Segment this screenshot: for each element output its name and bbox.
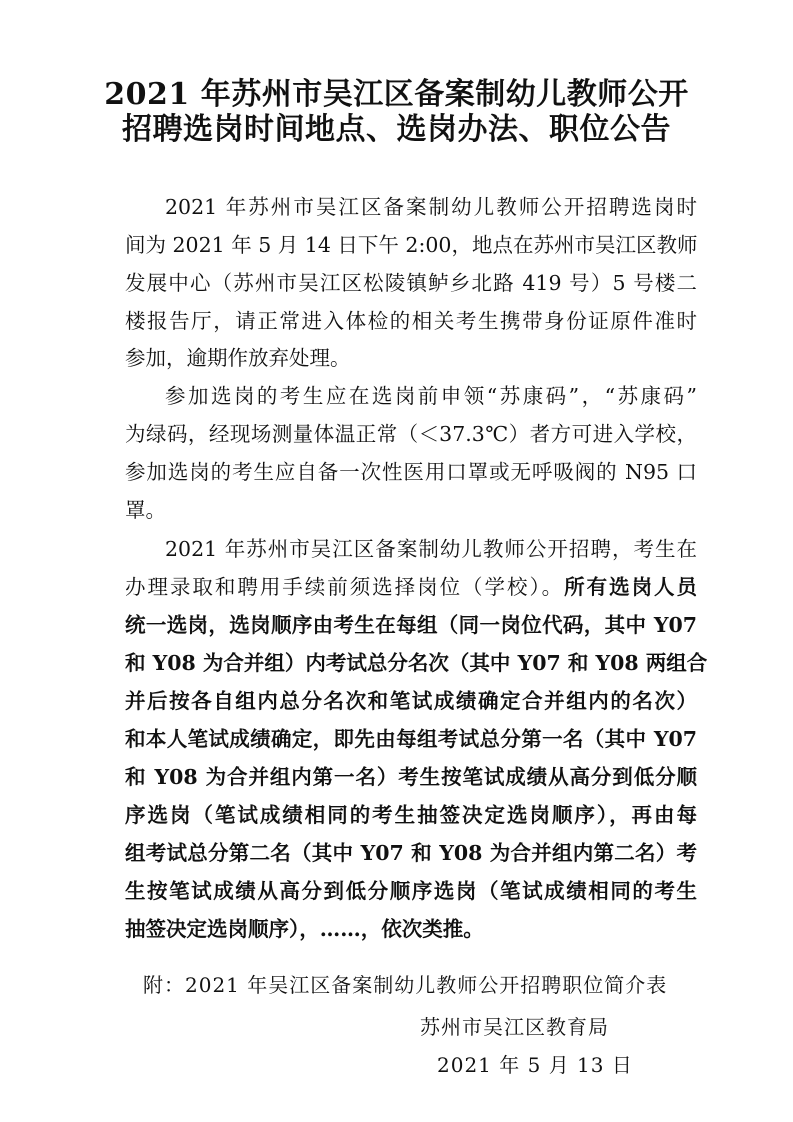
text-line: 楼报告厅，请正常进入体检的相关考生携带身份证原件准时 (125, 309, 697, 333)
title-line-1: 2021 年苏州市吴江区备案制幼儿教师公开 (104, 77, 689, 112)
text-line: 参加选岗的考生应在选岗前申领“苏康码”，“苏康码” (165, 384, 697, 408)
text-line-bold: 和 Y08 为合并组内第一名）考生按笔试成绩从高分到低分顺 (125, 765, 697, 789)
attachment-note: 附：2021 年吴江区备案制幼儿教师公开招聘职位简介表 (143, 973, 668, 997)
text-line: 罩。 (125, 498, 166, 522)
text-line-bold: 序选岗（笔试成绩相同的考生抽签决定选岗顺序），再由每 (125, 803, 697, 827)
text-normal: 办理录取和聘用手续前须选择岗位（学校）。 (125, 575, 565, 599)
text-line: 为绿码，经现场测量体温正常（＜37.3℃）者方可进入学校， (125, 422, 697, 446)
text-line-bold: 组考试总分第二名（其中 Y07 和 Y08 为合并组内第二名）考 (125, 841, 697, 865)
text-line-bold: 和 Y08 为合并组）内考试总分名次（其中 Y07 和 Y08 两组合 (125, 651, 708, 675)
text-line-bold: 统一选岗，选岗顺序由考生在每组（同一岗位代码，其中 Y07 (125, 613, 697, 637)
title-line-2: 招聘选岗时间地点、选岗办法、职位公告 (122, 112, 671, 147)
text-line: 2021 年苏州市吴江区备案制幼儿教师公开招聘选岗时 (165, 195, 697, 219)
text-bold: 所有选岗人员 (564, 575, 698, 599)
text-line: 参加选岗的考生应自备一次性医用口罩或无呼吸阀的 N95 口 (125, 460, 697, 484)
text-line-bold: 和本人笔试成绩确定，即先由每组考试总分第一名（其中 Y07 (125, 727, 697, 751)
text-line-bold: 并后按各自组内总分名次和笔试成绩确定合并组内的名次） (125, 689, 697, 713)
issue-date: 2021 年 5 月 13 日 (437, 1053, 633, 1077)
text-line-bold: 抽签决定选岗顺序），……，依次类推。 (125, 917, 484, 941)
text-line-bold: 生按笔试成绩从高分到低分顺序选岗（笔试成绩相同的考生 (125, 879, 697, 903)
text-line: 参加，逾期作放弃处理。 (125, 346, 351, 370)
text-line (125, 574, 697, 600)
text-line: 间为 2021 年 5 月 14 日下午 2:00，地点在苏州市吴江区教师 (125, 233, 698, 257)
text-line: 2021 年苏州市吴江区备案制幼儿教师公开招聘，考生在 (165, 537, 697, 561)
issuer: 苏州市吴江区教育局 (420, 1015, 609, 1039)
text-line: 发展中心（苏州市吴江区松陵镇鲈乡北路 419 号）5 号楼二 (125, 271, 697, 295)
